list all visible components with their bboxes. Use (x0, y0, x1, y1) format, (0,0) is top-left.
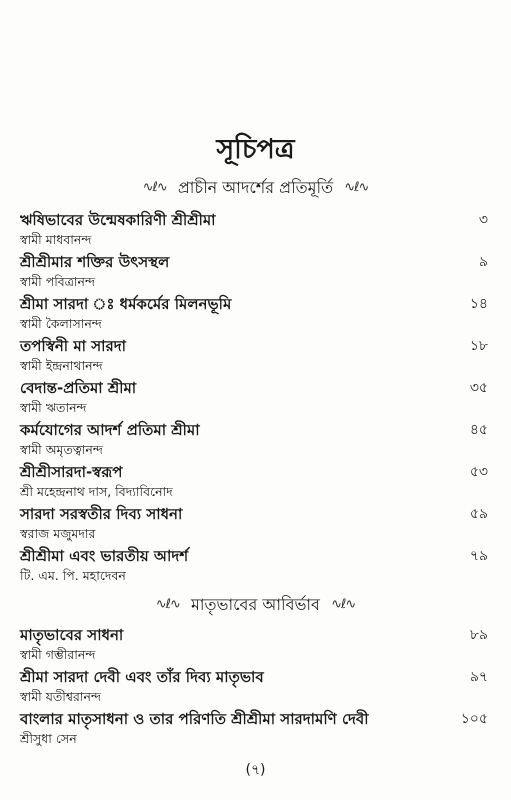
entry-title: শ্রীশ্রীমার শক্তির উৎসস্থল (20, 253, 170, 271)
toc-list-section-1 (20, 210, 488, 588)
entry-page-number: ১০৫ (460, 711, 488, 727)
toc-list-section-2 (20, 625, 488, 751)
entry-author: টি. এম. পি. মহাদেবন (20, 568, 126, 583)
toc-entry[interactable] (20, 378, 488, 420)
toc-entry[interactable] (20, 625, 488, 667)
entry-title: তপস্বিনী মা সারদা (20, 337, 126, 355)
flourish-ornament-left: ∿ℓ∿ (142, 179, 167, 195)
entry-title: ঋষিভাবের উন্মেষকারিণী শ্রীশ্রীমা (20, 211, 216, 229)
entry-page-number: ৯ (478, 254, 488, 270)
entry-author: স্বামী পবিত্রানন্দ (20, 274, 96, 289)
entry-page-number: ৫৩ (469, 464, 488, 480)
entry-page-number: ৪৫ (469, 422, 488, 438)
entry-author: স্বামী ইন্দ্রনাথানন্দ (20, 358, 103, 373)
entry-page-number: ৮৯ (469, 627, 488, 643)
entry-page-number: ৩ (478, 212, 488, 228)
entry-title: শ্রীমা সারদা দেবী এবং তাঁর দিব্য মাতৃভাব (20, 668, 264, 686)
toc-entry[interactable] (20, 667, 488, 709)
entry-page-number: ১৪ (469, 296, 488, 312)
entry-title: কর্মযোগের আদর্শ প্রতিমা শ্রীমা (20, 421, 200, 439)
page-number-footer: (৭) (245, 762, 266, 778)
entry-author: স্বামী যতীশ্বরানন্দ (20, 689, 102, 704)
entry-page-number: ৭৯ (469, 548, 488, 564)
entry-title: শ্রীমা সারদা ঃ ধর্মকর্মের মিলনভূমি (20, 295, 232, 313)
toc-entry[interactable] (20, 210, 488, 252)
section-heading-1 (0, 176, 511, 199)
toc-entry[interactable] (20, 709, 488, 751)
entry-title: সারদা সরস্বতীর দিব্য সাধনা (20, 505, 183, 523)
toc-entry[interactable] (20, 420, 488, 462)
entry-page-number: ৯৭ (469, 669, 488, 685)
toc-entry[interactable] (20, 294, 488, 336)
section-heading-2 (0, 593, 511, 616)
entry-author: স্বামী কৈলাসানন্দ (20, 316, 102, 331)
entry-title: মাতৃভাবের সাধনা (20, 626, 124, 644)
toc-entry[interactable] (20, 546, 488, 588)
toc-entry[interactable] (20, 336, 488, 378)
page-title: সূচিপত্র (216, 134, 295, 165)
entry-title: শ্রীশ্রীমা এবং ভারতীয় আদর্শ (20, 547, 189, 565)
entry-author: শ্রী মহেন্দ্রনাথ দাস, বিদ্যাবিনোদ (20, 484, 173, 499)
toc-entry[interactable] (20, 504, 488, 546)
entry-author: স্বামী ঋতানন্দ (20, 400, 87, 415)
section-heading-text: প্রাচীন আদর্শের প্রতিমূর্তি (177, 177, 334, 197)
toc-entry[interactable] (20, 462, 488, 504)
entry-page-number: ১৮ (469, 338, 488, 354)
entry-author: স্বামী মাধবানন্দ (20, 232, 92, 247)
section-heading-text: মাতৃভাবের আবির্ভাব (191, 594, 320, 614)
entry-author: স্বামী গম্ভীরানন্দ (20, 647, 96, 662)
entry-title: বেদান্ত-প্রতিমা শ্রীমা (20, 379, 137, 397)
entry-author: শ্রীসুধা সেন (20, 731, 77, 746)
flourish-ornament-left: ∿ℓ∿ (155, 596, 180, 612)
toc-entry[interactable] (20, 252, 488, 294)
entry-title: বাংলার মাতৃসাধনা ও তার পরিণতি শ্রীশ্রীমা সারদামণি দেবী (20, 710, 369, 728)
entry-author: স্বরাজ মজুমদার (20, 526, 96, 541)
entry-page-number: ৩৫ (469, 380, 488, 396)
entry-page-number: ৫৯ (469, 506, 488, 522)
flourish-ornament-right: ∿ℓ∿ (344, 179, 369, 195)
flourish-ornament-right: ∿ℓ∿ (331, 596, 356, 612)
entry-title: শ্রীশ্রীসারদা-স্বরূপ (20, 463, 123, 481)
entry-author: স্বামী অমৃতত্বানন্দ (20, 442, 103, 457)
